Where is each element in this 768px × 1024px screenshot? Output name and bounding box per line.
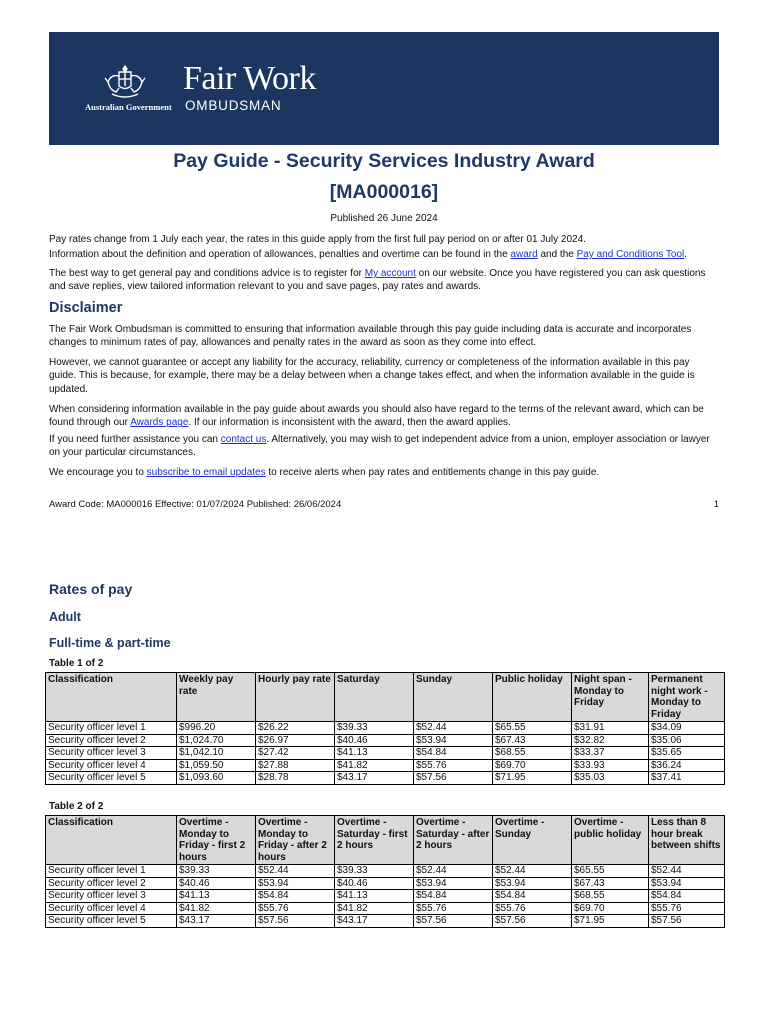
table-cell: $69.70 xyxy=(572,902,649,915)
column-header: Overtime - Sunday xyxy=(493,816,572,865)
award-code-title: [MA000016] xyxy=(329,181,439,203)
column-header: Hourly pay rate xyxy=(256,673,335,722)
table-cell: Security officer level 3 xyxy=(46,747,177,760)
table-cell: $40.46 xyxy=(177,877,256,890)
column-header: Classification xyxy=(46,816,177,865)
document-title: Pay Guide - Security Services Industry Award xyxy=(173,150,595,172)
table-cell: $54.84 xyxy=(414,890,493,903)
table-cell: Security officer level 1 xyxy=(46,722,177,735)
table-cell: $57.56 xyxy=(414,915,493,928)
subscribe-email-link[interactable]: subscribe to email updates xyxy=(146,467,266,478)
column-header: Public holiday xyxy=(493,673,572,722)
table-row xyxy=(46,722,725,735)
disclaimer-paragraph-1: The Fair Work Ombudsman is committed to ensuring that information available through this pay guide including data is accurate and incorporates changes to minimum rates of pay, allowances and penalty rates in the award as soon as they come into effect. xyxy=(49,324,692,349)
table-cell: $26.97 xyxy=(256,734,335,747)
table-cell: $1,042.10 xyxy=(177,747,256,760)
rates-heading: Rates of pay xyxy=(49,581,133,597)
table-cell: $27.88 xyxy=(256,759,335,772)
table-cell: $53.94 xyxy=(414,877,493,890)
table-cell: $67.43 xyxy=(572,877,649,890)
column-header: Classification xyxy=(46,673,177,722)
table-cell: $54.84 xyxy=(493,890,572,903)
table-cell: $55.76 xyxy=(256,902,335,915)
pay-rates-table-2 xyxy=(45,815,725,928)
fulltime-subheading: Full-time & part-time xyxy=(49,636,171,650)
table-cell: $40.46 xyxy=(335,877,414,890)
brand-name: Fair Work xyxy=(183,60,316,97)
table-cell: $33.93 xyxy=(572,759,649,772)
column-header: Overtime - Saturday - after 2 hours xyxy=(414,816,493,865)
table-2-caption: Table 2 of 2 xyxy=(49,801,104,812)
table-row xyxy=(46,747,725,760)
table-cell: $40.46 xyxy=(335,734,414,747)
table-cell: $43.17 xyxy=(177,915,256,928)
table-cell: $36.24 xyxy=(649,759,725,772)
table-cell: $67.43 xyxy=(493,734,572,747)
table-cell: $57.56 xyxy=(414,772,493,785)
table-cell: $33.37 xyxy=(572,747,649,760)
disclaimer-paragraph-3: When considering information available in the pay guide about awards you should also have regard to the terms of the relevant award, which can be found through our Awards page. If our information is inconsistent with the award, then the award applies. xyxy=(49,404,704,429)
column-header: Weekly pay rate xyxy=(177,673,256,722)
column-header: Night span - Monday to Friday xyxy=(572,673,649,722)
pay-rates-table-1 xyxy=(45,672,725,785)
table-cell: $52.44 xyxy=(649,865,725,878)
table-cell: $41.13 xyxy=(335,890,414,903)
table-cell: $37.41 xyxy=(649,772,725,785)
table-cell: $35.06 xyxy=(649,734,725,747)
table-cell: $54.84 xyxy=(414,747,493,760)
table-cell: $39.33 xyxy=(177,865,256,878)
table-row xyxy=(46,865,725,878)
table-row xyxy=(46,772,725,785)
table-cell: Security officer level 2 xyxy=(46,734,177,747)
column-header: Permanent night work - Monday to Friday xyxy=(649,673,725,722)
coat-of-arms-icon xyxy=(102,64,148,102)
table-cell: $52.44 xyxy=(414,722,493,735)
header-banner xyxy=(49,32,719,145)
table-cell: $41.13 xyxy=(177,890,256,903)
table-cell: $57.56 xyxy=(649,915,725,928)
table-cell: $57.56 xyxy=(256,915,335,928)
table-cell: $55.76 xyxy=(649,902,725,915)
table-cell: $71.95 xyxy=(493,772,572,785)
table-cell: $55.76 xyxy=(414,759,493,772)
table-cell: $1,093.60 xyxy=(177,772,256,785)
table-cell: Security officer level 5 xyxy=(46,772,177,785)
column-header: Saturday xyxy=(335,673,414,722)
table-cell: $43.17 xyxy=(335,915,414,928)
table-row xyxy=(46,902,725,915)
award-link[interactable]: award xyxy=(510,249,538,260)
table-cell: $68.55 xyxy=(572,890,649,903)
intro-paragraph-1: Pay rates change from 1 July each year, the rates in this guide apply from the first full pay period on or after 01 July 2024. xyxy=(49,234,586,245)
column-header: Overtime - Saturday - first 2 hours xyxy=(335,816,414,865)
table-cell: $1,024.70 xyxy=(177,734,256,747)
table-cell: $28.78 xyxy=(256,772,335,785)
disclaimer-paragraph-4: If you need further assistance you can contact us. Alternatively, you may wish to get independent advice from a union, employer association or lawyer on your particular circumstances. xyxy=(49,434,710,459)
table-cell: $27.42 xyxy=(256,747,335,760)
disclaimer-heading: Disclaimer xyxy=(49,300,123,316)
table-cell: $68.55 xyxy=(493,747,572,760)
table-cell: $26.22 xyxy=(256,722,335,735)
table-cell: $52.44 xyxy=(493,865,572,878)
table-cell: $31.91 xyxy=(572,722,649,735)
disclaimer-paragraph-5: We encourage you to subscribe to email updates to receive alerts when pay rates and entitlements change in this pay guide. xyxy=(49,467,600,478)
table-cell: $34.09 xyxy=(649,722,725,735)
published-date: Published 26 June 2024 xyxy=(330,213,438,224)
page-footer xyxy=(49,499,719,511)
table-cell: $69.70 xyxy=(493,759,572,772)
table-row xyxy=(46,877,725,890)
table-cell: $57.56 xyxy=(493,915,572,928)
column-header: Overtime - Monday to Friday - first 2 hours xyxy=(177,816,256,865)
column-header: Less than 8 hour break between shifts xyxy=(649,816,725,865)
brand-subtitle: OMBUDSMAN xyxy=(185,98,282,113)
table-row xyxy=(46,734,725,747)
footer-award-info: Award Code: MA000016 Effective: 01/07/2024 Published: 26/06/2024 xyxy=(49,499,342,510)
table-cell: $41.82 xyxy=(335,902,414,915)
my-account-link[interactable]: My account xyxy=(364,268,416,279)
table-cell: $54.84 xyxy=(256,890,335,903)
table-cell: Security officer level 3 xyxy=(46,890,177,903)
table-cell: $53.94 xyxy=(414,734,493,747)
adult-subheading: Adult xyxy=(49,610,81,624)
table-cell: $41.13 xyxy=(335,747,414,760)
table-row xyxy=(46,890,725,903)
table-cell: $996.20 xyxy=(177,722,256,735)
awards-page-link[interactable]: Awards page xyxy=(130,417,189,429)
table-cell: $1,059.50 xyxy=(177,759,256,772)
table-cell: Security officer level 4 xyxy=(46,902,177,915)
intro-paragraph-3: The best way to get general pay and conditions advice is to register for My account on our website. Once you have registered you can ask questions and save replies, view tailored information relevant to you and save pages, pay rates and awards. xyxy=(49,268,706,293)
table-cell: $35.03 xyxy=(572,772,649,785)
table-header-row xyxy=(46,673,725,722)
column-header: Overtime - Monday to Friday - after 2 hours xyxy=(256,816,335,865)
table-cell: $54.84 xyxy=(649,890,725,903)
table-cell: $41.82 xyxy=(335,759,414,772)
government-label: Australian Government xyxy=(85,102,172,112)
table-cell: $53.94 xyxy=(649,877,725,890)
table-cell: $41.82 xyxy=(177,902,256,915)
table-cell: $39.33 xyxy=(335,865,414,878)
table-cell: $71.95 xyxy=(572,915,649,928)
table-cell: Security officer level 2 xyxy=(46,877,177,890)
table-1-caption: Table 1 of 2 xyxy=(49,658,104,669)
contact-us-link[interactable]: contact us xyxy=(220,434,267,445)
pay-conditions-tool-link[interactable]: Pay and Conditions Tool xyxy=(576,249,685,260)
table-cell: $52.44 xyxy=(256,865,335,878)
table-cell: $53.94 xyxy=(256,877,335,890)
table-cell: $43.17 xyxy=(335,772,414,785)
table-cell: $55.76 xyxy=(414,902,493,915)
disclaimer-paragraph-2: However, we cannot guarantee or accept any liability for the accuracy, reliability, currency or completeness of the information available in this pay guide. This is because, for example, there may be a delay between when a change takes effect, and when the information available in the guide is updated. xyxy=(49,357,695,395)
table-cell: $65.55 xyxy=(572,865,649,878)
table-row xyxy=(46,915,725,928)
table-cell: $65.55 xyxy=(493,722,572,735)
table-cell: $35.65 xyxy=(649,747,725,760)
table-cell: Security officer level 1 xyxy=(46,865,177,878)
table-cell: $32.82 xyxy=(572,734,649,747)
table-cell: $53.94 xyxy=(493,877,572,890)
page-number: 1 xyxy=(713,499,719,510)
table-cell: Security officer level 4 xyxy=(46,759,177,772)
table-cell: $52.44 xyxy=(414,865,493,878)
intro-paragraph-2: Information about the definition and operation of allowances, penalties and overtime can be found in the award and the Pay and Conditions Tool. xyxy=(49,249,688,260)
column-header: Sunday xyxy=(414,673,493,722)
table-row xyxy=(46,759,725,772)
table-cell: $55.76 xyxy=(493,902,572,915)
table-header-row xyxy=(46,816,725,865)
table-cell: Security officer level 5 xyxy=(46,915,177,928)
table-cell: $39.33 xyxy=(335,722,414,735)
column-header: Overtime - public holiday xyxy=(572,816,649,865)
